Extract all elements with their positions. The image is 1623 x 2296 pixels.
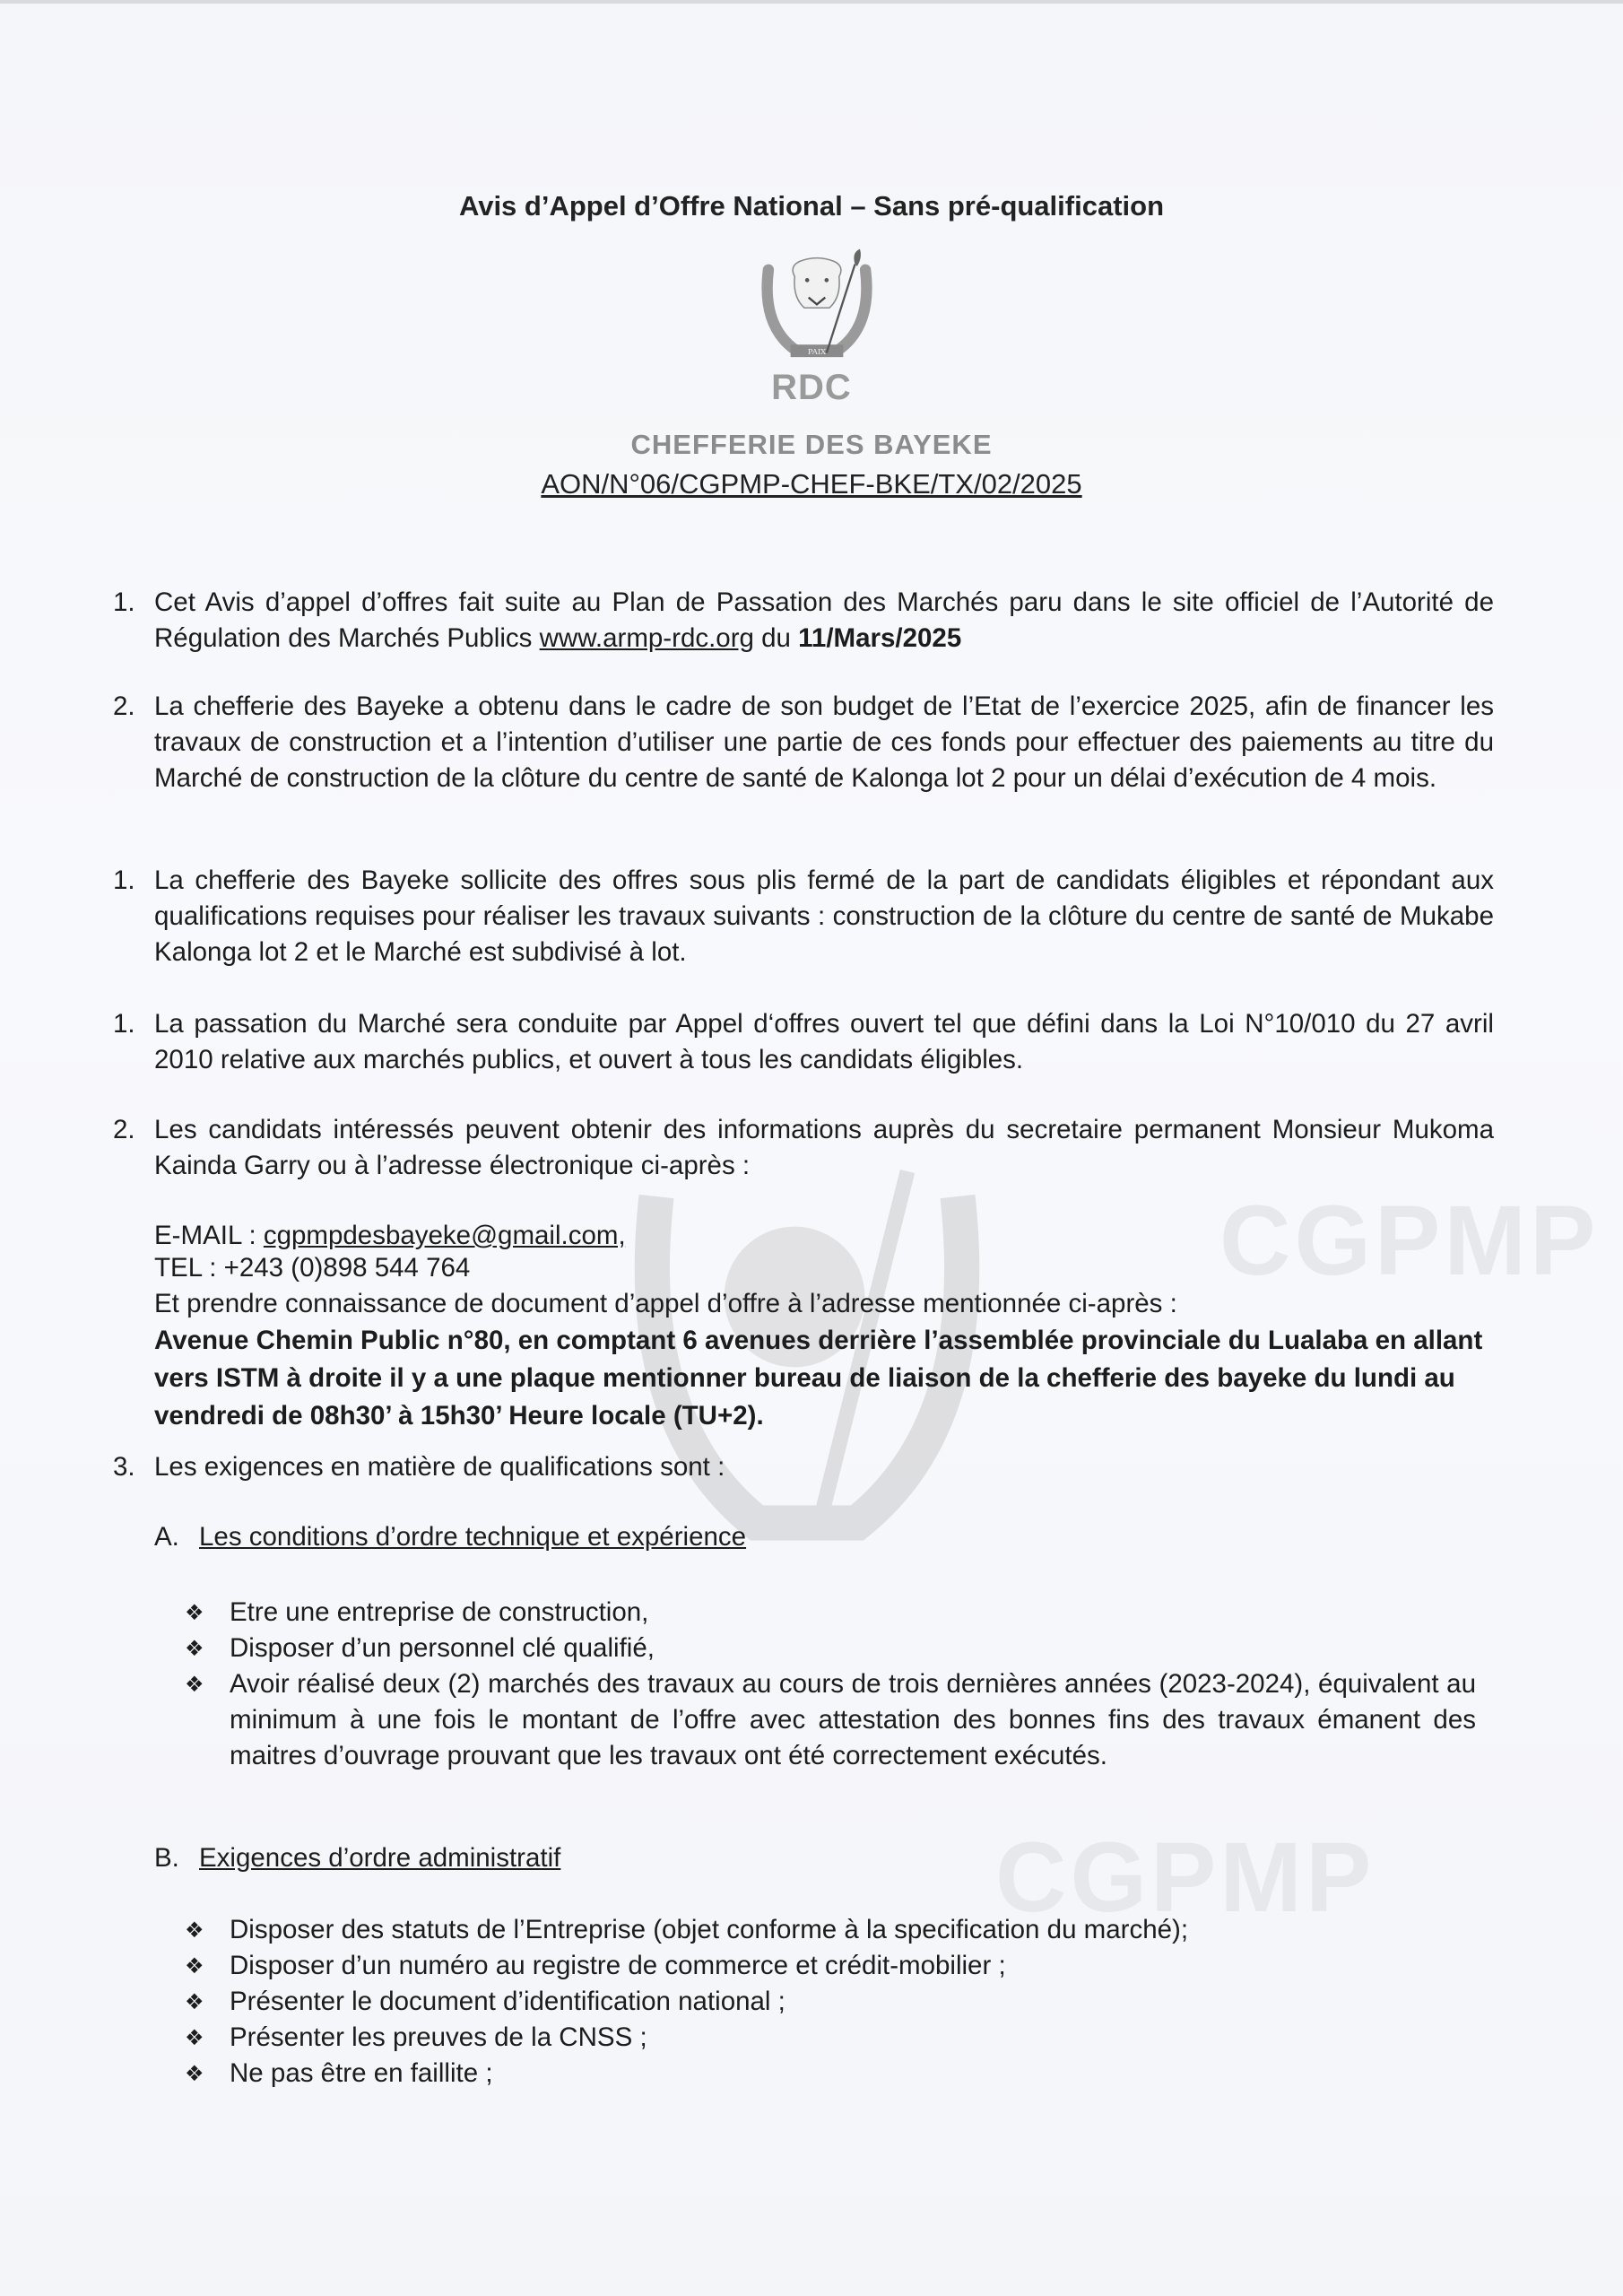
item-number: 1. — [113, 587, 135, 617]
bullet-item — [185, 1948, 1476, 1984]
address-intro: Et prendre connaissance de document d’appel d’offre à l’adresse mentionnée ci-après : — [154, 1289, 1177, 1318]
bullet-item — [185, 1631, 1476, 1666]
section-heading — [154, 1840, 560, 1876]
list-item — [113, 1006, 1494, 1078]
section-letter: A. — [154, 1522, 179, 1552]
email-line — [154, 1218, 1499, 1254]
email-link[interactable]: cgpmpdesbayeke@gmail.com, — [263, 1221, 626, 1250]
bullet-text: Avoir réalisé deux (2) marchés des travaux au cours de trois dernières années (2023-2024), équivalent au minimum à une fois le montant de l’offre avec attestation des bonnes fins des travaux émanent des maitres d’ouvrage prouvant que les travaux ont été correctement exécutés. — [230, 1669, 1476, 1770]
institution-name: CHEFFERIE DES BAYEKE — [630, 429, 993, 460]
bullet-icon: ❖ — [185, 1953, 204, 1979]
bullet-icon: ❖ — [185, 1672, 204, 1697]
item-number: 3. — [113, 1452, 135, 1482]
country-label: RDC — [771, 368, 852, 407]
contact-block — [154, 1218, 1499, 1435]
bullet-icon: ❖ — [185, 1636, 204, 1661]
bullet-list — [185, 1595, 1476, 1774]
bullet-text: Présenter le document d’identification national ; — [230, 1987, 785, 2016]
reference-number: AON/N°06/CGPMP-CHEF-BKE/TX/02/2025 — [541, 468, 1082, 500]
armp-link[interactable]: www.armp-rdc.org — [539, 623, 754, 653]
publication-date: 11/Mars/2025 — [798, 623, 962, 653]
bullet-icon: ❖ — [185, 1989, 204, 2014]
bullet-item — [185, 1666, 1476, 1774]
svg-text:PAIX: PAIX — [807, 348, 827, 358]
bullet-text: Etre une entreprise de construction, — [230, 1597, 649, 1627]
list-item — [113, 1112, 1494, 1184]
bullet-icon: ❖ — [185, 1600, 204, 1625]
list-item — [113, 585, 1494, 657]
bullet-list — [185, 1912, 1476, 2092]
item-number: 2. — [113, 1115, 135, 1144]
item-text: La passation du Marché sera conduite par Appel d‘offres ouvert tel que défini dans la Loi N°10/010 du 27 avril 2010 relative aux marchés publics, et ouvert à tous les candidats éligibles. — [154, 1009, 1494, 1074]
bullet-text: Disposer des statuts de l’Entreprise (objet conforme à la specification du marché); — [230, 1915, 1189, 1944]
address-text: Avenue Chemin Public n°80, en comptant 6 avenues derrière l’assemblée provinciale du Lualaba en allant vers ISTM à droite il y a une plaque mentionner bureau de liaison de la chefferie des bayeke du lundi au vendredi de 08h30’ à 15h30’ Heure locale (TU+2). — [154, 1326, 1483, 1431]
item-number: 1. — [113, 865, 135, 895]
bullet-item — [185, 1984, 1476, 2020]
list-item — [113, 689, 1494, 796]
bullet-icon: ❖ — [185, 2061, 204, 2086]
bullet-icon: ❖ — [185, 2025, 204, 2050]
list-item — [113, 863, 1494, 970]
item-text: Cet Avis d’appel d’offres fait suite au Plan de Passation des Marchés paru dans le site officiel de l’Autorité de Régulation des Marchés Publics — [154, 587, 1494, 653]
item-text: Les candidats intéressés peuvent obtenir des informations auprès du secretaire permanent Monsieur Mukoma Kainda Garry ou à l’adresse électronique ci-après : — [154, 1115, 1494, 1180]
item-text: du — [753, 623, 799, 653]
page-title: Avis d’Appel d’Offre National – Sans pré-qualification — [458, 190, 1165, 222]
email-label: E-MAIL : — [154, 1221, 264, 1250]
bullet-item — [185, 2056, 1476, 2092]
coat-of-arms-icon — [741, 248, 893, 382]
scan-edge — [0, 0, 1623, 4]
watermark-text: CGPMP — [1219, 1186, 1600, 1296]
bullet-text: Disposer d’un numéro au registre de commerce et crédit-mobilier ; — [230, 1951, 1006, 1980]
item-text: La chefferie des Bayeke sollicite des offres sous plis fermé de la part de candidats éligibles et répondant aux qualifications requises pour réaliser les travaux suivants : construction de la clôture du centre de santé de Mukabe Kalonga lot 2 et le Marché est subdivisé à lot. — [154, 865, 1494, 967]
section-title: Exigences d’ordre administratif — [199, 1843, 561, 1873]
section-heading — [154, 1519, 746, 1555]
phone-line: TEL : +243 (0)898 544 764 — [154, 1253, 471, 1283]
bullet-text: Ne pas être en faillite ; — [230, 2058, 493, 2088]
item-number: 1. — [113, 1009, 135, 1039]
bullet-item — [185, 1912, 1476, 1948]
bullet-icon: ❖ — [185, 1918, 204, 1943]
qualifications-heading — [113, 1449, 1494, 1485]
bullet-text: Disposer d’un personnel clé qualifié, — [230, 1633, 655, 1663]
watermark-text: CGPMP — [995, 1822, 1376, 1933]
section-title: Les conditions d’ordre technique et expérience — [199, 1522, 747, 1552]
section-letter: B. — [154, 1843, 179, 1873]
bullet-item — [185, 1595, 1476, 1631]
item-number: 2. — [113, 691, 135, 721]
bullet-text: Présenter les preuves de la CNSS ; — [230, 2022, 647, 2052]
item-text: Les exigences en matière de qualifications sont : — [154, 1452, 725, 1482]
item-text: La chefferie des Bayeke a obtenu dans le cadre de son budget de l’Etat de l’exercice 2025, afin de financer les travaux de construction et a l’intention d’utiliser une partie de ces fonds pour effectuer des paiements au titre du Marché de construction de la clôture du centre de santé de Kalonga lot 2 pour un délai d’exécution de 4 mois. — [154, 691, 1494, 793]
bullet-item — [185, 2020, 1476, 2056]
